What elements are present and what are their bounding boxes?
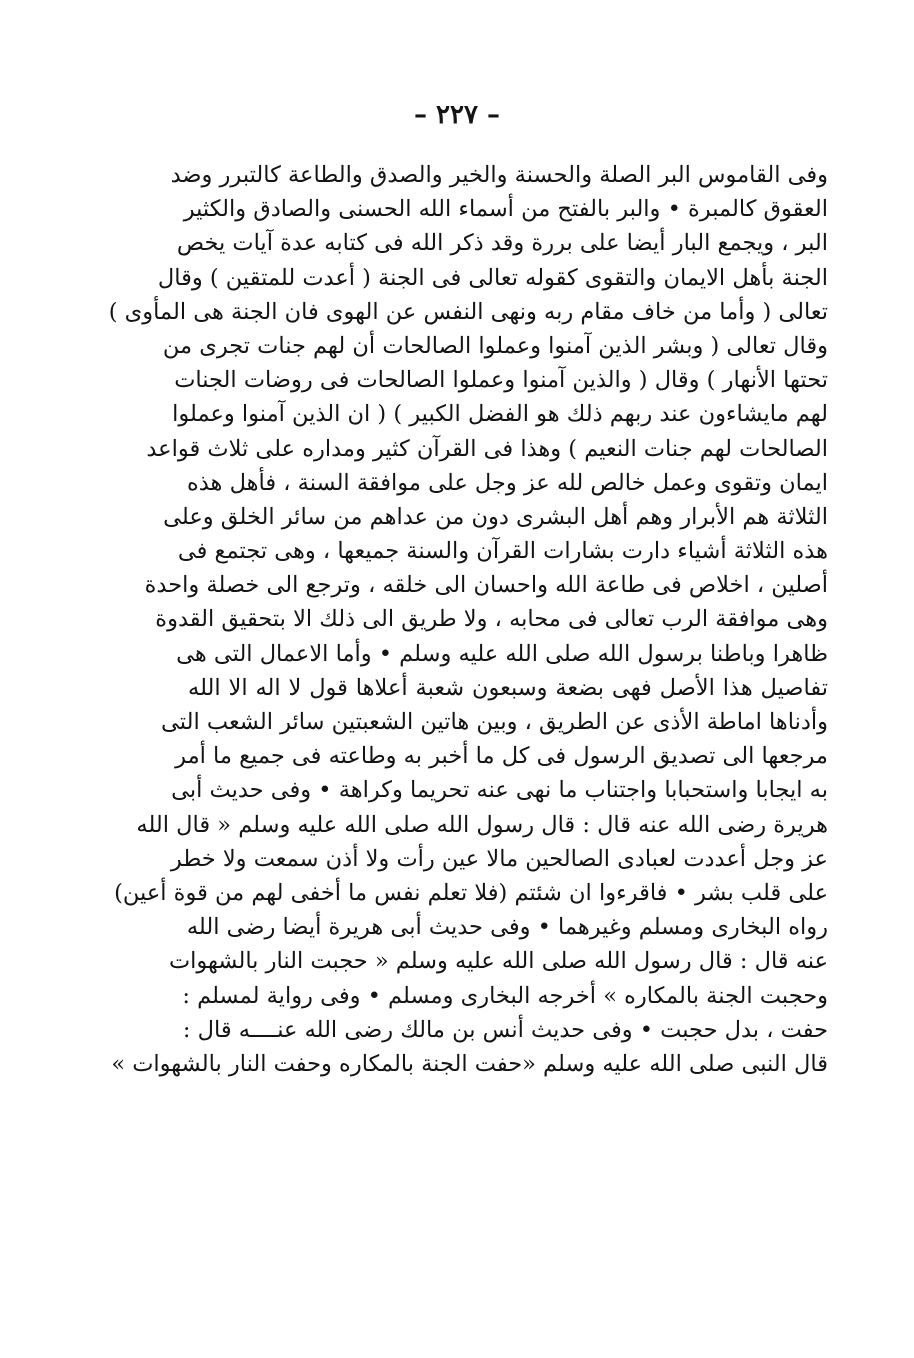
text-line: تفاصيل هذا الأصل فهى بضعة وسبعون شعبة أعلاها قول لا اله الا الله [188,674,828,701]
text-line: هريرة رضى الله عنه قال : قال رسول الله صلى الله عليه وسلم « قال الله [136,811,828,838]
text-line: وهى موافقة الرب تعالى فى محابه ، ولا طريق الى ذلك الا بتحقيق القدوة [155,606,828,633]
text-line: عنه قال : قال رسول الله صلى الله عليه وسلم « حجبت النار بالشهوات [168,948,828,975]
text-line: الصالحات لهم جنات النعيم ) وهذا فى القرآن كثير ومداره على ثلاث قواعد [146,435,828,462]
text-line: وأدناها اماطة الأذى عن الطريق ، وبين هاتين الشعبتين سائر الشعب التى [161,709,828,735]
text-line: وحجبت الجنة بالمكاره » أخرجه البخارى ومسلم • وفى رواية لمسلم : [182,982,828,1009]
text-line: وفى القاموس البر الصلة والحسنة والخير والصدق والطاعة كالتبرر وضد [170,162,828,188]
text-line: قال النبى صلى الله عليه وسلم «حفت الجنة بالمكاره وحفت النار بالشهوات » [111,1050,828,1077]
text-line: العقوق كالمبرة • والبر بالفتح من أسماء الله الحسنى والصادق والكثير [183,196,828,223]
text-line: حفت ، بدل حجبت • وفى حديث أنس بن مالك رضى الله عنــــه قال : [182,1016,828,1043]
text-line: عز وجل أعددت لعبادى الصالحين مالا عين رأت ولا أذن سمعت ولا خطر [170,845,828,872]
text-line: رواه البخارى ومسلم وغيرهما • وفى حديث أبى هريرة أيضا رضى الله [186,914,828,941]
body-text [108,158,828,1081]
text-line: أصلين ، اخلاص فى طاعة الله واحسان الى خلقه ، وترجع الى خصلة واحدة [144,572,828,599]
text-line: تحتها الأنهار ) وقال ( والذين آمنوا وعملوا الصالحات فى روضات الجنات [174,367,828,394]
text-line: الجنة بأهل الايمان والتقوى كقوله تعالى فى الجنة ( أعدت للمتقين ) وقال [157,264,828,291]
text-line: لهم مايشاءون عند ربهم ذلك هو الفضل الكبير ) ( ان الذين آمنوا وعملوا [172,401,828,428]
text-line: البر ، ويجمع البار أيضا على بررة وقد ذكر الله فى كتابه عدة آيات يخص [176,230,828,257]
text-line: الثلاثة هم الأبرار وهم أهل البشرى دون من عداهم من سائر الخلق وعلى [163,503,828,530]
text-line: مرجعها الى تصديق الرسول فى كل ما أخبر به وطاعته فى جميع ما أمر [175,743,828,770]
text-line: ايمان وتقوى وعمل خالص لله عز وجل على موافقة السنة ، فأهل هذه [186,469,828,496]
text-line: على قلب بشر • فاقرءوا ان شئتم (فلا تعلم نفس ما أخفى لهم من قوة أعين) [114,879,828,906]
text-line: تعالى ( وأما من خاف مقام ربه ونهى النفس عن الهوى فان الجنة هى المأوى ) [108,298,828,325]
page-number: – ٢٢٧ – [413,100,501,130]
text-line: هذه الثلاثة أشياء دارت بشارات القرآن والسنة جميعها ، وهى تجتمع فى [177,538,828,565]
text-line: به ايجابا واستحبابا واجتناب ما نهى عنه تحريما وكراهة • وفى حديث أبى [171,777,828,804]
text-line: ظاهرا وباطنا برسول الله صلى الله عليه وسلم • وأما الاعمال التى هى [176,640,828,667]
text-line: وقال تعالى ( وبشر الذين آمنوا وعملوا الصالحات أن لهم جنات تجرى من [162,332,828,359]
